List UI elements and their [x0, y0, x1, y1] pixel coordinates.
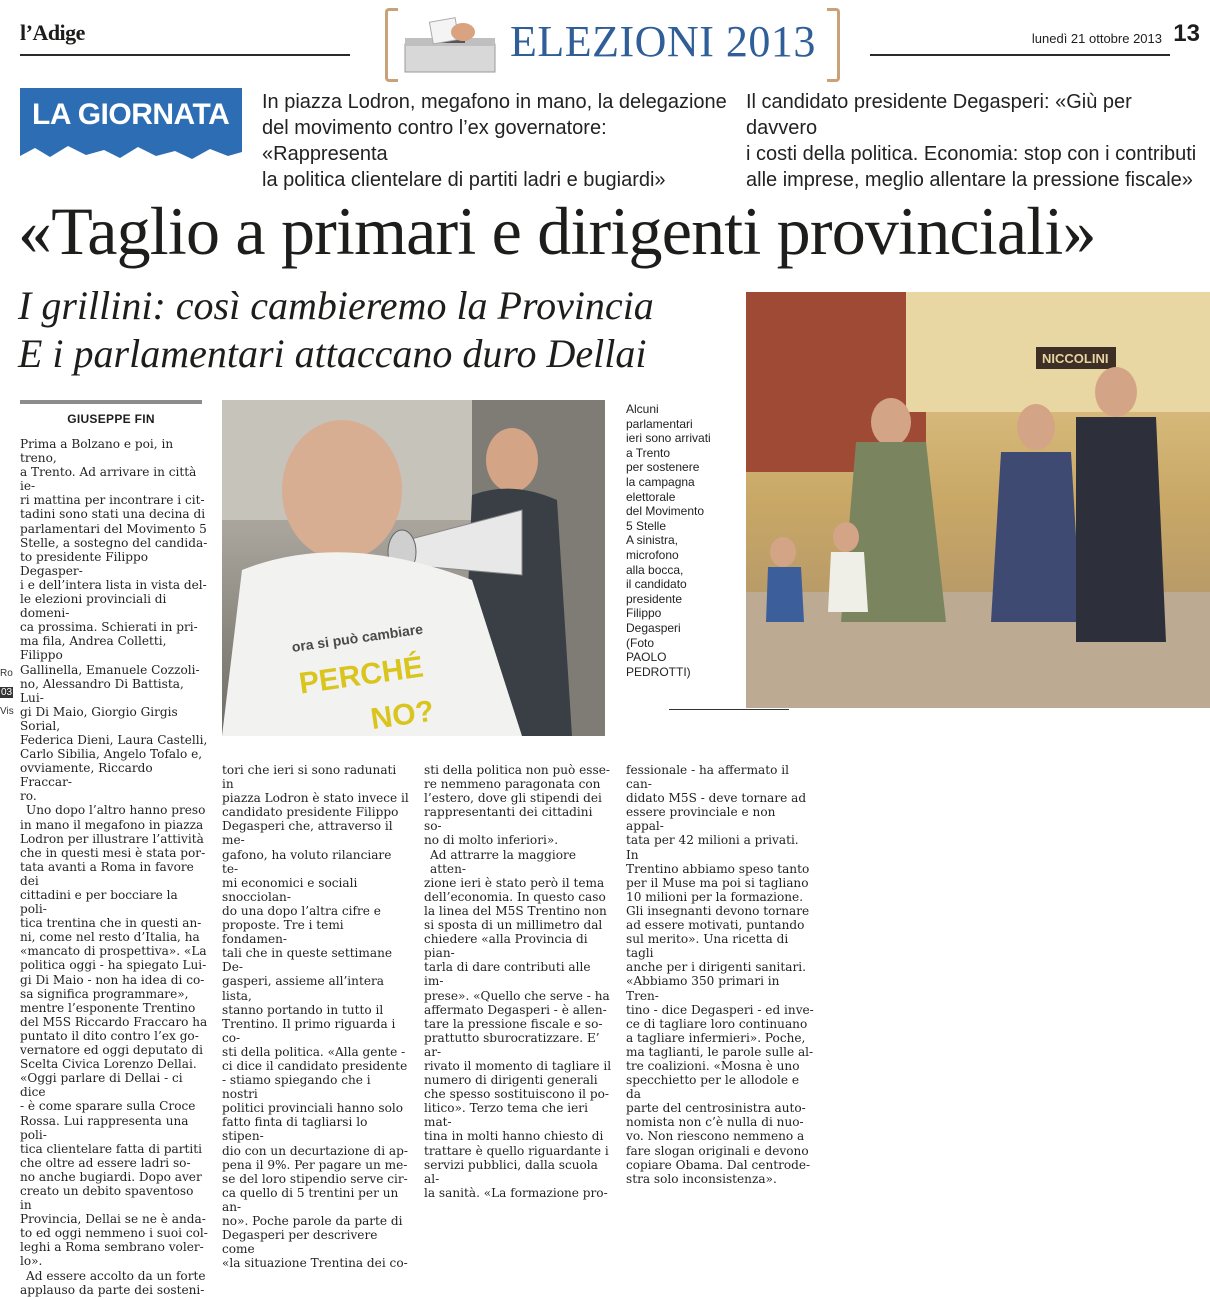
text-line: mentre l’esponente Trentino: [20, 1000, 196, 1015]
text-line: Trentino abbiamo speso tanto: [626, 861, 810, 876]
rubric-box: [20, 88, 242, 166]
text-line: tina in molti hanno chiesto di: [424, 1129, 604, 1144]
text-line: dell’economia. In questo caso: [424, 889, 606, 904]
photo-parliamentarians-scene: [746, 292, 1210, 708]
newspaper-logo: l’Adige: [20, 20, 85, 45]
caption-line: presidente: [626, 591, 683, 606]
article-column-3: [424, 763, 612, 1200]
caption-line: Filippo: [626, 606, 662, 621]
text-line: Carlo Sibilia, Angelo Tofalo e,: [20, 747, 203, 762]
text-line: tica trentina che in questi an-: [20, 916, 202, 931]
caption-line: la campagna: [626, 474, 695, 489]
byline: GIUSEPPE FIN: [20, 400, 202, 426]
text-line: candidato presidente Filippo: [222, 805, 399, 820]
text-line: politica oggi - ha spiegato Lui-: [20, 958, 207, 973]
caption-line: PAOLO: [626, 650, 667, 665]
text-line: sti della politica. «Alla gente -: [222, 1044, 406, 1059]
text-line: ma taglianti, le parole sulle al-: [626, 1044, 814, 1059]
text-line: - è come sparare sulla Croce: [20, 1099, 196, 1114]
text-line: lo».: [20, 1254, 43, 1269]
text-line: 10 milioni per la formazione.: [626, 889, 804, 904]
text-line: servizi pubblici, dalla scuola al-: [424, 1157, 598, 1186]
article-column-4: [626, 763, 814, 1186]
text-line: se del loro stipendio serve cir-: [222, 1171, 408, 1186]
issue-date: lunedì 21 ottobre 2013: [1031, 31, 1162, 46]
caption-line: A sinistra,: [626, 533, 679, 548]
text-line: affermato Degasperi - è allen-: [424, 1002, 607, 1017]
rubric-label: LA GIORNATA: [32, 98, 230, 131]
text-line: «la situazione Trentina dei co-: [222, 1256, 408, 1271]
text-line: che spesso sostituiscono il po-: [424, 1087, 610, 1102]
edge-tab: Vis: [0, 706, 14, 717]
text-line: dio con un decurtazione di ap-: [222, 1143, 408, 1158]
edge-tab: 03: [1, 687, 13, 698]
text-line: in mano il megafono in piazza: [20, 817, 204, 832]
text-line: «mancato di prospettiva». «La: [20, 944, 207, 959]
text-line: ca prossima. Schierati in pri-: [20, 620, 198, 635]
kicker-line: Il candidato presidente Degasperi: «Giù per davvero: [746, 91, 1132, 139]
masthead-rule-right: [870, 54, 1170, 56]
text-line: Prima a Bolzano e poi, in treno,: [20, 437, 174, 466]
text-line: la linea del M5S Trentino non: [424, 903, 607, 918]
text-line: fare slogan originali e devono: [626, 1143, 809, 1158]
text-line: to ed oggi nemmeno i suoi col-: [20, 1226, 208, 1241]
text-line: applauso da parte dei sosteni-: [20, 1282, 205, 1297]
text-line: no, Alessandro Di Battista, Lui-: [20, 676, 184, 705]
caption-line: ieri sono arrivati: [626, 431, 711, 446]
caption-line: alla bocca,: [626, 562, 684, 577]
text-line: politici provinciali hanno solo: [222, 1101, 404, 1116]
caption-line: Degasperi: [626, 620, 681, 635]
text-line: Federica Dieni, Laura Castelli,: [20, 732, 208, 747]
article-column-2: [222, 763, 410, 1271]
caption-line: Alcuni: [626, 402, 659, 416]
text-line: a tagliare infermieri». Poche,: [626, 1030, 806, 1045]
headline: «Taglio a primari e dirigenti provinciali»: [18, 193, 1096, 269]
text-line: - stiamo spiegando che i nostri: [222, 1073, 371, 1102]
text-line: Trentino. Il primo riguarda i co-: [222, 1016, 396, 1045]
caption-line: 5 Stelle: [626, 518, 667, 533]
section-banner: [385, 8, 840, 76]
text-line: gafono, ha voluto rilanciare te-: [222, 847, 392, 876]
kicker-left: [262, 89, 732, 193]
text-line: sti della politica non può esse-: [424, 763, 610, 777]
caption-line: (Foto: [626, 635, 655, 650]
shirt-text-no: NO?: [368, 694, 436, 737]
section-title: ELEZIONI 2013: [510, 17, 816, 66]
text-line: tica clientelare fatta di partiti: [20, 1141, 202, 1156]
text-line: ovviamente, Riccardo Fraccar-: [20, 761, 153, 790]
text-line: che oltre ad essere ladri so-: [20, 1155, 191, 1170]
caption-line: per sostenere: [626, 460, 700, 475]
kicker-line: In piazza Lodron, megafono in mano, la delegazione: [262, 91, 727, 113]
text-line: che in questi mesi è stata por-: [20, 845, 206, 860]
text-line: ce di tagliare loro continuano: [626, 1016, 808, 1031]
text-line: ri mattina per incontrare i cit-: [20, 493, 205, 508]
kicker-line: del movimento contro l’ex governatore: «Rappresenta: [262, 117, 607, 165]
shirt-text-perche: PERCHÉ: [296, 650, 426, 701]
text-line: Uno dopo l’altro hanno preso: [26, 803, 206, 818]
text-line: rivato il momento di tagliare il: [424, 1058, 612, 1073]
text-line: vo. Non riescono nemmeno a: [626, 1129, 805, 1144]
text-line: si sposta di un millimetro dal: [424, 918, 603, 933]
subheadline-line: I grillini: così cambieremo la Provincia: [18, 283, 654, 328]
kicker-line: la politica clientelare di partiti ladri e bugiardi»: [262, 169, 666, 191]
text-line: essere provinciale e non appal-: [626, 805, 776, 834]
text-line: nomista non c’è nulla di nuo-: [626, 1115, 804, 1130]
text-line: trattare è quello riguardante i: [424, 1143, 609, 1158]
rubric-wave: [20, 144, 242, 166]
text-line: gi Di Maio - non ha idea di co-: [20, 972, 205, 987]
page-number: 13: [1173, 20, 1200, 47]
text-line: «Oggi parlare di Dellai - ci dice: [20, 1071, 183, 1100]
text-line: zione ieri è stato però il tema: [424, 875, 605, 890]
caption-line: il candidato: [626, 577, 687, 592]
subheadline: [18, 282, 654, 378]
text-line: sul merito». Una ricetta di tagli: [626, 932, 789, 961]
text-line: cittadini e per bocciare la poli-: [20, 888, 178, 917]
text-line: tino - dice Degasperi - ed inve-: [626, 1002, 814, 1017]
text-line: mi economici e sociali snocciolan-: [222, 875, 358, 904]
text-line: do una dopo l’altra cifre e: [222, 903, 381, 918]
text-line: gasperi, assieme all’intera lista,: [222, 974, 384, 1003]
text-line: rappresentanti dei cittadini so-: [424, 805, 593, 834]
text-line: didato M5S - deve tornare ad: [626, 791, 807, 806]
text-line: parlamentari del Movimento 5: [20, 521, 207, 536]
text-line: to presidente Filippo Degasper-: [20, 549, 149, 578]
text-line: ci dice il candidato presidente: [222, 1058, 408, 1073]
caption-line: microfono: [626, 547, 679, 562]
caption-line: PEDROTTI): [626, 664, 691, 679]
text-line: Lodron per illustrare l’attività: [20, 831, 204, 846]
text-line: le elezioni provinciali di domeni-: [20, 592, 167, 621]
text-line: numero di dirigenti generali: [424, 1073, 598, 1088]
text-line: ca quello di 5 trentini per un an-: [222, 1185, 399, 1214]
edge-tab: Ro: [0, 668, 13, 679]
bracket-left: [385, 8, 398, 82]
text-line: chiedere «alla Provincia di pian-: [424, 932, 588, 961]
text-line: per il Muse ma poi si tagliano: [626, 875, 809, 890]
article-column-1: [20, 437, 208, 1297]
text-line: creato un debito spaventoso in: [20, 1183, 194, 1213]
text-line: ni, come nel resto d’Italia, ha: [20, 930, 200, 945]
text-line: stanno portando in tutto il: [222, 1002, 384, 1017]
text-line: prese». «Quello che serve - ha: [424, 988, 610, 1003]
text-line: Provincia, Dellai se ne è anda-: [20, 1212, 206, 1227]
text-line: tori che ieri si sono radunati in: [222, 763, 397, 792]
kicker-right: [746, 89, 1201, 193]
text-line: prattutto sburocratizzare. E’ ar-: [424, 1030, 600, 1059]
text-line: tadini sono stati una decina di: [20, 507, 206, 522]
text-line: ro.: [20, 789, 37, 804]
photo-megaphone-scene: [222, 400, 605, 736]
text-line: «Abbiamo 350 primari in Tren-: [626, 974, 780, 1003]
subheadline-line: E i parlamentari attaccano duro Dellai: [18, 331, 647, 376]
text-line: no». Poche parole da parte di: [222, 1214, 403, 1228]
text-line: leghi a Roma sembrano voler-: [20, 1240, 204, 1255]
text-line: tre coalizioni. «Mosna è uno: [626, 1058, 800, 1073]
text-line: parte del centrosinistra auto-: [626, 1101, 806, 1116]
text-line: Ad essere accolto da un forte: [26, 1268, 206, 1283]
caption-line: parlamentari: [626, 416, 693, 431]
shop-sign: NICCOLINI: [1042, 351, 1109, 366]
text-line: i e dell’intera lista in vista del-: [20, 577, 207, 592]
text-line: Gli insegnanti devono tornare: [626, 903, 810, 918]
text-line: anche per i dirigenti sanitari.: [626, 960, 806, 975]
text-line: Degasperi che, attraverso il me-: [222, 819, 393, 848]
text-line: litico». Terzo tema che ieri mat-: [424, 1101, 588, 1130]
text-line: sa significa programmare»,: [20, 986, 189, 1001]
text-line: tare la pressione fiscale e so-: [424, 1016, 603, 1031]
text-line: stra solo inconsistenza».: [626, 1171, 777, 1186]
text-line: vernatore ed oggi deputato di: [20, 1043, 204, 1058]
text-line: del M5S Riccardo Fraccaro ha: [20, 1014, 208, 1029]
text-line: Rossa. Lui rappresenta una poli-: [20, 1113, 189, 1142]
photo-parliamentarians: [746, 292, 1210, 708]
text-line: ma fila, Andrea Colletti, Filippo: [20, 634, 167, 663]
photo-megaphone: [222, 400, 605, 736]
text-line: Scelta Civica Lorenzo Dellai.: [20, 1057, 197, 1072]
text-line: proposte. Tre i temi fondamen-: [222, 918, 344, 947]
text-line: la sanità. «La formazione pro-: [424, 1185, 608, 1200]
text-line: copiare Obama. Dal centrode-: [626, 1157, 811, 1172]
text-line: tata avanti a Roma in favore dei: [20, 859, 194, 888]
shirt-text-small: ora si può cambiare: [290, 620, 424, 655]
text-line: tata per 42 milioni a privati. In: [626, 833, 799, 862]
bracket-right: [827, 8, 840, 82]
caption-line: elettorale: [626, 489, 676, 504]
kicker-line: alle imprese, meglio allentare la pressione fiscale»: [746, 169, 1193, 191]
text-line: Degasperi per descrivere come: [222, 1228, 378, 1257]
text-line: re nemmeno paragonata con: [424, 777, 601, 792]
text-line: gi Di Maio, Giorgio Girgis Sorial,: [20, 704, 178, 733]
text-line: l’estero, dove gli stipendi dei: [424, 791, 602, 806]
kicker-line: i costi della politica. Economia: stop con i contributi: [746, 143, 1197, 165]
text-line: fatto finta di tagliarsi lo stipen-: [222, 1115, 368, 1144]
text-line: specchietto per le allodole e da: [626, 1073, 799, 1102]
text-line: tali che in queste settimane De-: [222, 946, 393, 975]
text-line: pena il 9%. Per pagare un me-: [222, 1157, 408, 1172]
text-line: Gallinella, Emanuele Cozzoli-: [20, 662, 200, 677]
caption-line: del Movimento: [626, 504, 705, 519]
ballot-box-icon: [403, 18, 498, 73]
masthead-rule-left: [20, 54, 350, 56]
caption-line: a Trento: [626, 445, 671, 460]
photo-caption: [626, 402, 738, 679]
text-line: no di molto inferiori».: [424, 833, 559, 848]
text-line: ad essere motivati, puntando: [626, 918, 805, 933]
text-line: Ad attrarre la maggiore atten-: [430, 847, 576, 876]
text-line: Stelle, a sostegno del candida-: [20, 535, 208, 550]
text-line: puntato il dito contro l’ex go-: [20, 1028, 199, 1043]
caption-rule: [669, 709, 789, 710]
text-line: piazza Lodron è stato invece il: [222, 791, 409, 806]
text-line: no anche bugiardi. Dopo aver: [20, 1169, 202, 1184]
text-line: tarla di dare contributi alle im-: [424, 960, 591, 989]
text-line: fessionale - ha affermato il can-: [626, 763, 789, 792]
text-line: a Trento. Ad arrivare in città ie-: [20, 465, 197, 494]
